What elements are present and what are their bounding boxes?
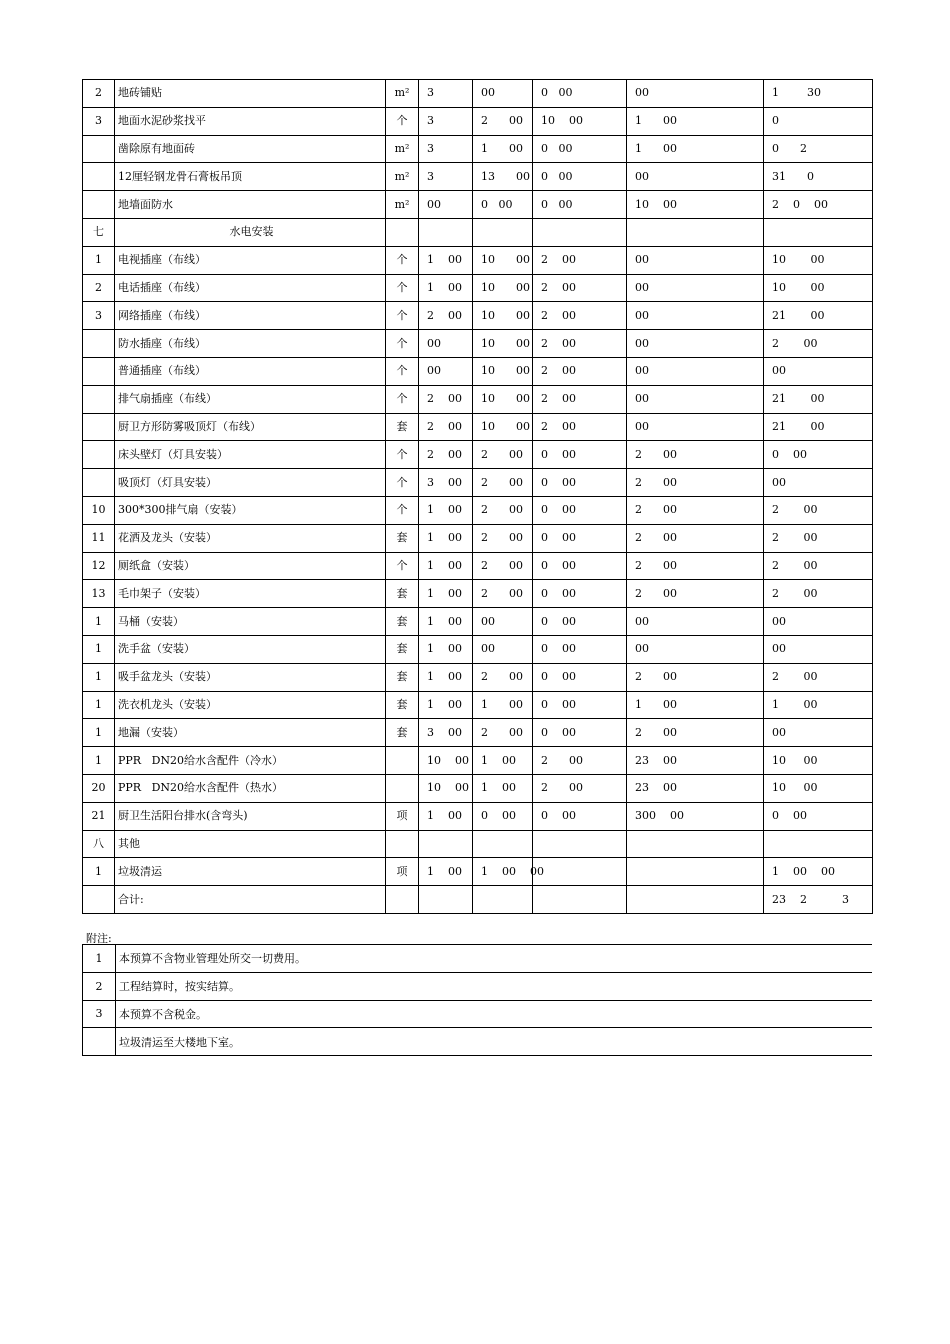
item-unit: 个 [386,302,419,330]
item-number: 1 [83,246,115,274]
item-total: 2 00 [764,663,873,691]
item-number: 1 [83,663,115,691]
item-number [83,886,115,914]
item-quantity: 3 [419,163,473,191]
table-row [83,774,873,802]
item-quantity: 10 00 [419,747,473,775]
item-value-b: 0 00 [533,191,627,219]
item-quantity: 1 00 [419,858,473,886]
item-unit: 个 [386,469,419,497]
item-unit: 个 [386,552,419,580]
item-value-b: 2 00 [533,246,627,274]
item-value-b: 0 00 [533,80,627,108]
item-value-a [473,830,533,858]
item-total: 0 [764,107,873,135]
item-value-a: 10 00 [473,413,533,441]
item-number: 七 [83,218,115,246]
table-row [83,107,873,135]
table-row [83,274,873,302]
item-quantity: 3 00 [419,719,473,747]
item-unit: 个 [386,496,419,524]
table-row [83,608,873,636]
item-quantity [419,218,473,246]
item-value-a: 2 00 [473,719,533,747]
item-number [83,135,115,163]
item-value-c: 2 00 [627,663,764,691]
item-name: 地漏（安装） [115,719,386,747]
item-value-c: 23 00 [627,774,764,802]
item-number: 11 [83,524,115,552]
item-value-a: 10 00 [473,330,533,358]
item-number: 12 [83,552,115,580]
item-quantity: 2 00 [419,385,473,413]
item-value-b [533,858,627,886]
item-total: 10 00 [764,246,873,274]
item-total: 00 [764,357,873,385]
item-value-b: 10 00 [533,107,627,135]
item-name: 凿除原有地面砖 [115,135,386,163]
item-unit: m² [386,163,419,191]
item-value-b [533,886,627,914]
notes-label: 附注: [86,932,112,945]
item-value-b: 0 00 [533,552,627,580]
item-quantity: 1 00 [419,802,473,830]
item-name: 网络插座（布线） [115,302,386,330]
item-value-c: 00 [627,413,764,441]
note-text: 本预算不含物业管理处所交一切费用。 [116,945,873,973]
item-unit [386,218,419,246]
item-value-b: 2 00 [533,357,627,385]
item-total: 23 2 3 [764,886,873,914]
item-value-a: 1 00 [473,691,533,719]
item-quantity: 1 00 [419,496,473,524]
item-name: 毛巾架子（安装） [115,580,386,608]
item-number: 1 [83,858,115,886]
item-value-c: 2 00 [627,496,764,524]
item-value-a: 2 00 [473,469,533,497]
item-number: 3 [83,302,115,330]
item-quantity: 3 [419,135,473,163]
item-total: 0 00 [764,441,873,469]
table-row [83,302,873,330]
note-text: 垃圾清运至大楼地下室。 [116,1028,873,1056]
item-value-b: 0 00 [533,496,627,524]
item-value-c [627,886,764,914]
item-value-c [627,218,764,246]
note-number [83,1028,116,1056]
item-name: 排气扇插座（布线） [115,385,386,413]
item-quantity [419,830,473,858]
item-value-c: 2 00 [627,469,764,497]
table-row [83,580,873,608]
item-value-a: 1 00 [473,747,533,775]
item-value-c: 2 00 [627,552,764,580]
item-unit: 个 [386,441,419,469]
item-name: 吸手盆龙头（安装） [115,663,386,691]
item-value-a: 00 [473,635,533,663]
item-unit: 项 [386,802,419,830]
item-total [764,830,873,858]
item-value-c: 1 00 [627,107,764,135]
item-name: 防水插座（布线） [115,330,386,358]
item-value-b: 2 00 [533,274,627,302]
item-unit: 个 [386,107,419,135]
table-row [83,330,873,358]
note-row [83,945,873,973]
table-row [83,413,873,441]
item-total: 2 00 [764,580,873,608]
item-total: 00 [764,635,873,663]
item-value-a [473,886,533,914]
item-quantity: 1 00 [419,274,473,302]
item-total: 00 [764,608,873,636]
item-value-b [533,830,627,858]
item-total: 21 00 [764,413,873,441]
notes-section [82,944,872,1056]
note-number: 3 [83,1000,116,1028]
item-value-b: 0 00 [533,163,627,191]
item-unit: 个 [386,385,419,413]
item-total: 1 30 [764,80,873,108]
item-value-b: 2 00 [533,330,627,358]
item-value-c: 2 00 [627,524,764,552]
item-name: 厨卫方形防雾吸顶灯（布线） [115,413,386,441]
item-name: 厨卫生活阳台排水(含弯头) [115,802,386,830]
item-value-c [627,830,764,858]
item-unit [386,747,419,775]
item-total: 2 00 [764,524,873,552]
item-name: 合计: [115,886,386,914]
item-value-c: 00 [627,80,764,108]
table-row [83,524,873,552]
item-value-a: 0 00 [473,802,533,830]
item-unit: 套 [386,663,419,691]
item-value-b: 2 00 [533,385,627,413]
item-value-c [627,858,764,886]
note-text: 本预算不含税金。 [116,1000,873,1028]
note-row [83,1000,873,1028]
item-quantity: 00 [419,357,473,385]
item-value-c: 00 [627,302,764,330]
item-name: 床头壁灯（灯具安装） [115,441,386,469]
item-value-c: 00 [627,385,764,413]
item-unit: 个 [386,246,419,274]
item-name: 其他 [115,830,386,858]
item-quantity: 00 [419,330,473,358]
item-unit: 套 [386,719,419,747]
item-quantity: 1 00 [419,663,473,691]
item-total: 0 2 [764,135,873,163]
item-unit: m² [386,135,419,163]
item-value-a: 1 00 [473,135,533,163]
item-value-a: 13 00 [473,163,533,191]
item-quantity: 1 00 [419,524,473,552]
item-total: 10 00 [764,274,873,302]
item-number: 2 [83,80,115,108]
item-unit: m² [386,80,419,108]
item-unit: 套 [386,413,419,441]
item-value-a: 2 00 [473,107,533,135]
item-quantity: 1 00 [419,580,473,608]
item-quantity: 3 [419,80,473,108]
item-total: 21 00 [764,385,873,413]
item-value-a: 1 00 [473,774,533,802]
item-name: 电视插座（布线） [115,246,386,274]
table-row [83,830,873,858]
item-total: 1 00 [764,691,873,719]
item-total: 10 00 [764,747,873,775]
item-name: 花洒及龙头（安装） [115,524,386,552]
item-value-c: 2 00 [627,719,764,747]
item-quantity: 2 00 [419,413,473,441]
item-total: 2 00 [764,330,873,358]
item-number: 20 [83,774,115,802]
item-value-a: 2 00 [473,580,533,608]
table-row [83,552,873,580]
item-number [83,413,115,441]
table-row [83,691,873,719]
item-value-a: 10 00 [473,274,533,302]
item-value-a: 1 00 00 [473,858,533,886]
item-value-c: 00 [627,163,764,191]
table-row [83,496,873,524]
item-value-c: 1 00 [627,691,764,719]
item-value-b: 2 00 [533,302,627,330]
table-row [83,663,873,691]
item-total: 31 0 [764,163,873,191]
item-total: 00 [764,469,873,497]
item-value-c: 00 [627,274,764,302]
item-value-b: 2 00 [533,774,627,802]
item-value-b: 0 00 [533,635,627,663]
item-name: 垃圾清运 [115,858,386,886]
item-value-a: 00 [473,80,533,108]
item-value-b: 0 00 [533,441,627,469]
item-value-a: 2 00 [473,552,533,580]
item-value-b: 0 00 [533,524,627,552]
item-number: 13 [83,580,115,608]
item-number [83,385,115,413]
item-quantity: 3 00 [419,469,473,497]
table-row [83,80,873,108]
note-row [83,972,873,1000]
item-value-a [473,218,533,246]
item-value-b: 0 00 [533,580,627,608]
item-quantity: 1 00 [419,691,473,719]
item-value-b: 0 00 [533,663,627,691]
item-value-c: 1 00 [627,135,764,163]
item-value-c: 00 [627,635,764,663]
item-number [83,163,115,191]
table-row [83,163,873,191]
item-value-a: 10 00 [473,246,533,274]
item-name: 厕纸盒（安装） [115,552,386,580]
item-name: 300*300排气扇（安装） [115,496,386,524]
item-name: 普通插座（布线） [115,357,386,385]
item-number [83,191,115,219]
item-value-b: 2 00 [533,413,627,441]
item-quantity: 2 00 [419,441,473,469]
item-number [83,330,115,358]
notes-table [82,944,872,1056]
item-total: 21 00 [764,302,873,330]
item-unit [386,830,419,858]
budget-table [82,79,873,914]
item-number: 1 [83,608,115,636]
table-row [83,135,873,163]
table-row [83,218,873,246]
item-number: 1 [83,747,115,775]
item-total: 0 00 [764,802,873,830]
item-unit: 项 [386,858,419,886]
item-value-b: 0 00 [533,135,627,163]
item-unit [386,774,419,802]
item-total: 1 00 00 [764,858,873,886]
table-row [83,635,873,663]
table-row [83,802,873,830]
item-number [83,469,115,497]
item-name: 水电安装 [115,218,386,246]
item-value-b [533,218,627,246]
item-name: 地砖铺贴 [115,80,386,108]
item-value-a: 2 00 [473,496,533,524]
item-name: PPR DN20给水含配件（热水） [115,774,386,802]
item-value-a: 10 00 [473,385,533,413]
item-unit [386,886,419,914]
item-number: 3 [83,107,115,135]
table-row [83,385,873,413]
item-quantity: 1 00 [419,635,473,663]
item-name: 马桶（安装） [115,608,386,636]
item-value-c: 00 [627,330,764,358]
item-value-c: 23 00 [627,747,764,775]
item-value-a: 2 00 [473,441,533,469]
item-number: 2 [83,274,115,302]
item-unit: 套 [386,524,419,552]
item-quantity: 1 00 [419,608,473,636]
item-value-c: 10 00 [627,191,764,219]
item-number: 10 [83,496,115,524]
item-value-a: 0 00 [473,191,533,219]
item-value-b: 0 00 [533,469,627,497]
item-value-b: 0 00 [533,691,627,719]
table-row [83,357,873,385]
item-number: 1 [83,719,115,747]
item-name: 电话插座（布线） [115,274,386,302]
table-row [83,858,873,886]
item-quantity: 3 [419,107,473,135]
item-name: 洗手盆（安装） [115,635,386,663]
item-name: PPR DN20给水含配件（冷水） [115,747,386,775]
item-name: 吸顶灯（灯具安装） [115,469,386,497]
item-total: 00 [764,719,873,747]
table-row [83,747,873,775]
item-unit: 套 [386,691,419,719]
item-quantity: 00 [419,191,473,219]
item-total: 2 0 00 [764,191,873,219]
item-value-c: 2 00 [627,441,764,469]
item-quantity [419,886,473,914]
item-unit: m² [386,191,419,219]
item-number [83,441,115,469]
note-number: 1 [83,945,116,973]
item-unit: 个 [386,330,419,358]
item-name: 地墙面防水 [115,191,386,219]
note-number: 2 [83,972,116,1000]
item-value-c: 2 00 [627,580,764,608]
table-row [83,719,873,747]
item-value-c: 300 00 [627,802,764,830]
item-name: 洗衣机龙头（安装） [115,691,386,719]
item-value-a: 2 00 [473,524,533,552]
item-value-a: 10 00 [473,302,533,330]
table-row [83,469,873,497]
item-value-a: 10 00 [473,357,533,385]
item-number: 八 [83,830,115,858]
item-value-a: 2 00 [473,663,533,691]
item-total: 10 00 [764,774,873,802]
item-value-c: 00 [627,608,764,636]
item-value-c: 00 [627,246,764,274]
item-number: 21 [83,802,115,830]
table-row [83,191,873,219]
item-value-a: 00 [473,608,533,636]
item-quantity: 1 00 [419,246,473,274]
item-value-b: 0 00 [533,608,627,636]
item-name: 地面水泥砂浆找平 [115,107,386,135]
note-text: 工程结算时，按实结算。 [116,972,873,1000]
item-unit: 套 [386,580,419,608]
item-value-b: 0 00 [533,719,627,747]
item-unit: 套 [386,635,419,663]
table-row [83,246,873,274]
item-total: 2 00 [764,552,873,580]
table-row [83,441,873,469]
item-quantity: 1 00 [419,552,473,580]
item-total: 2 00 [764,496,873,524]
table-row [83,886,873,914]
item-total [764,218,873,246]
item-unit: 套 [386,608,419,636]
item-value-c: 00 [627,357,764,385]
item-number: 1 [83,635,115,663]
item-name: 12厘轻钢龙骨石膏板吊顶 [115,163,386,191]
item-number [83,357,115,385]
item-quantity: 2 00 [419,302,473,330]
item-value-b: 0 00 [533,802,627,830]
note-row [83,1028,873,1056]
item-unit: 个 [386,357,419,385]
item-unit: 个 [386,274,419,302]
item-quantity: 10 00 [419,774,473,802]
item-value-b: 2 00 [533,747,627,775]
budget-sheet [82,79,872,914]
item-number: 1 [83,691,115,719]
